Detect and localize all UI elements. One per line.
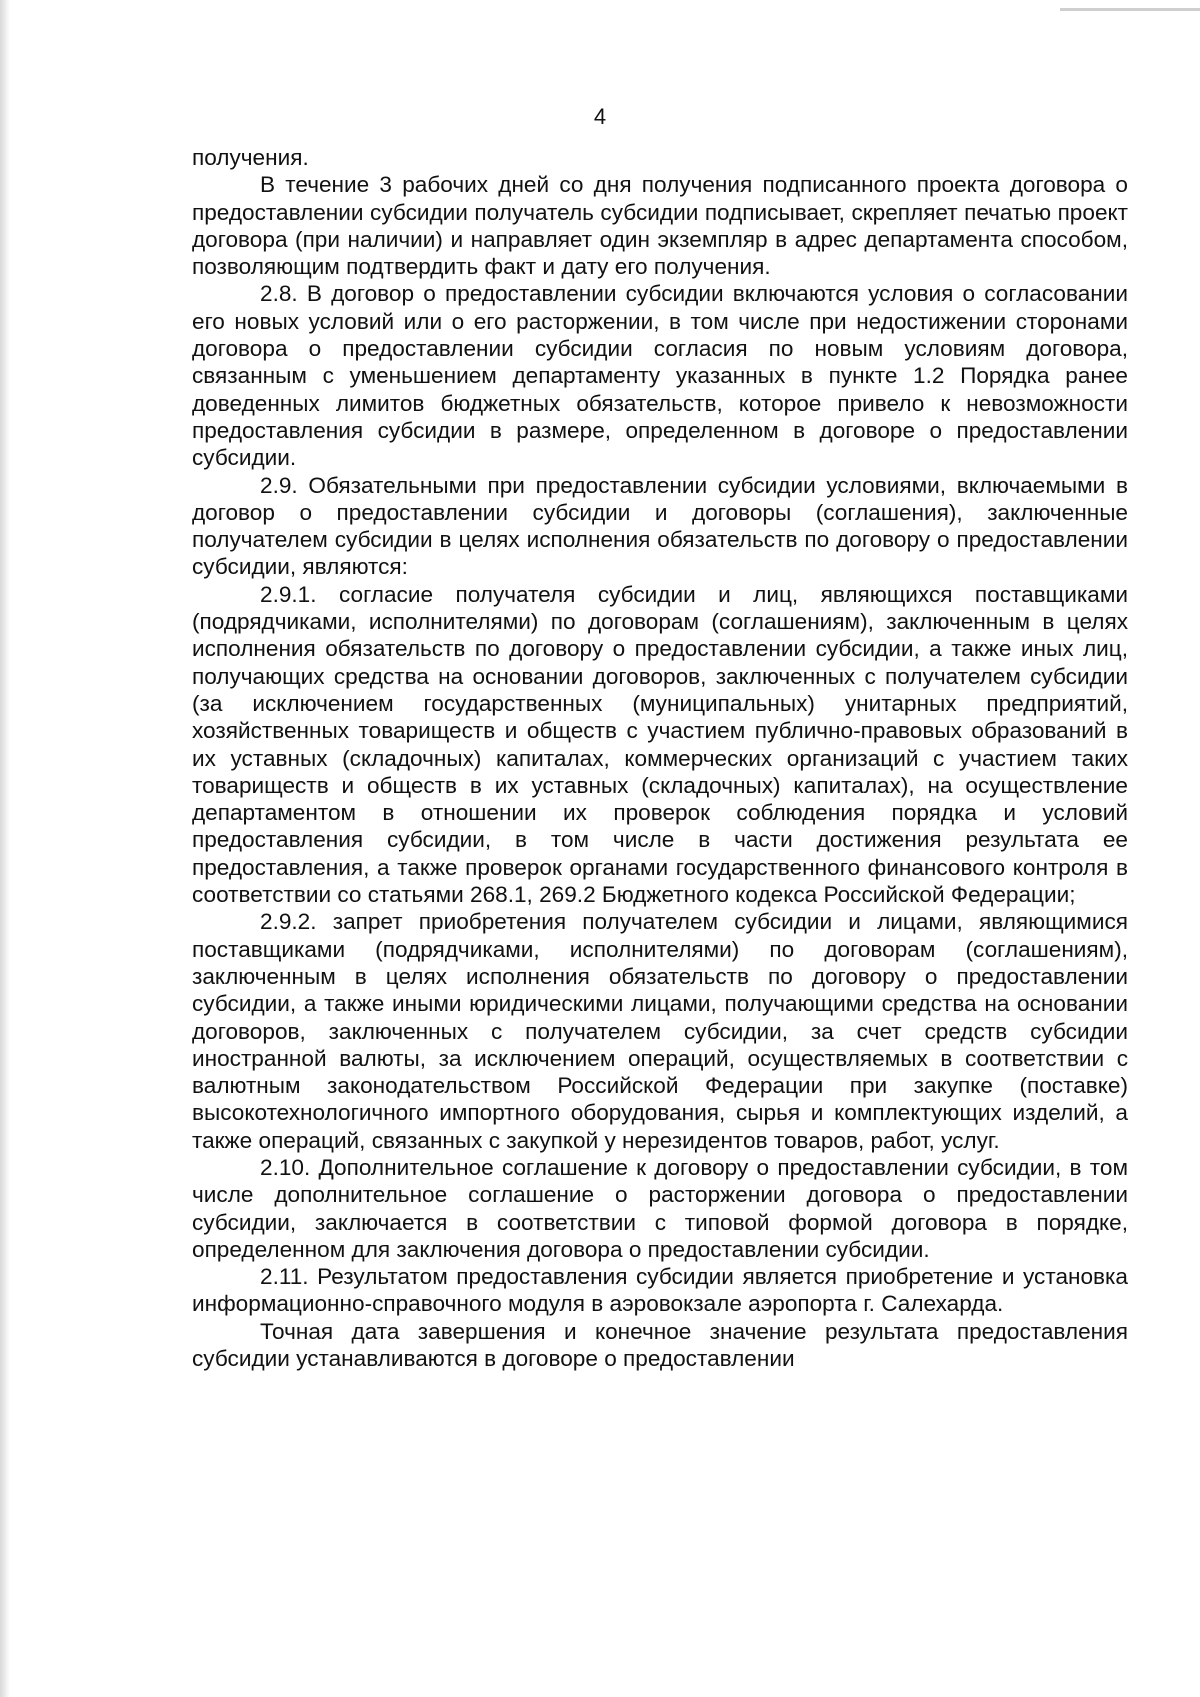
paragraph-continuation: получения. xyxy=(192,145,309,170)
paragraph-2-11: 2.11. Результатом предоставления субсидии является приобретение и установка информационно-справочного модуля в аэровокзале аэропорта г. Салехарда. xyxy=(192,1264,1128,1317)
page-number: 4 xyxy=(593,104,607,129)
paragraph-2-9-2: 2.9.2. запрет приобретения получателем субсидии и лицами, являющимися поставщиками (подрядчиками, исполнителями) по договорам (соглашениям), заключенным в целях исполнения обязательств по договору о предоставлении субсидии, а также иными юридическими лицами, получающими средства на основании договоров, заключенных с получателем субсидии, за счет средств субсидии иностранной валюты, за исключением операций, осуществляемых в соответствии с валютным законодательством Российской Федерации при закупке (поставке) высокотехнологичного импортного оборудования, сырья и комплектующих изделий, а также операций, связанных с закупкой у нерезидентов товаров, работ, услуг. xyxy=(192,909,1128,1153)
paragraph-2-9-1: 2.9.1. согласие получателя субсидии и лиц, являющихся поставщиками (подрядчиками, исполнителями) по договорам (соглашениям), заключенным в целях исполнения обязательств по договору о предоставлении субсидии, а также иных лиц, получающих средства на основании договоров, заключенных с получателем субсидии (за исключением государственных (муниципальных) унитарных предприятий, хозяйственных товариществ и обществ с участием публично-правовых образований в их уставных (складочных) капиталах, коммерческих организаций с участием таких товариществ и обществ в их уставных (складочных) капиталах), на осуществление департаментом в отношении их проверок соблюдения порядка и условий предоставления субсидии, в том числе в части достижения результата ее предоставления, а также проверок органами государственного финансового контроля в соответствии со статьями 268.1, 269.2 Бюджетного кодекса Российской Федерации; xyxy=(192,581,1128,908)
paragraph-2-8: 2.8. В договор о предоставлении субсидии включаются условия о согласовании его новых условий или о его расторжении, в том числе при недостижении сторонами договора о предоставлении субсидии согласия по новым условиям договора, связанным с уменьшением департаменту указанных в пункте 1.2 Порядка ранее доведенных лимитов бюджетных обязательств, которое привело к невозможности предоставления субсидии в размере, определенном в договоре о предоставлении субсидии. xyxy=(192,281,1128,471)
paragraph-2-10: 2.10. Дополнительное соглашение к договору о предоставлении субсидии, в том числе дополнительное соглашение о расторжении договора о предоставлении субсидии, заключается в соответствии с типовой формой договора в порядке, определенном для заключения договора о предоставлении субсидии. xyxy=(192,1154,1128,1262)
paragraph-signing-deadline: В течение 3 рабочих дней со дня получения подписанного проекта договора о предоставлении субсидии получатель субсидии подписывает, скрепляет печатью проект договора (при наличии) и направляет один экземпляр в адрес департамента способом, позволяющим подтвердить факт и дату его получения. xyxy=(192,172,1128,280)
scan-artifact xyxy=(1060,8,1200,11)
document-body xyxy=(192,144,1128,1372)
paragraph-2-9: 2.9. Обязательными при предоставлении субсидии условиями, включаемыми в договор о предоставлении субсидии и договоры (соглашения), заключенные получателем субсидии в целях исполнения обязательств по договору о предоставлении субсидии, являются: xyxy=(192,472,1128,580)
scan-edge-shadow xyxy=(0,0,10,1697)
paragraph-result-date: Точная дата завершения и конечное значение результата предоставления субсидии устанавливаются в договоре о предоставлении xyxy=(192,1318,1128,1372)
